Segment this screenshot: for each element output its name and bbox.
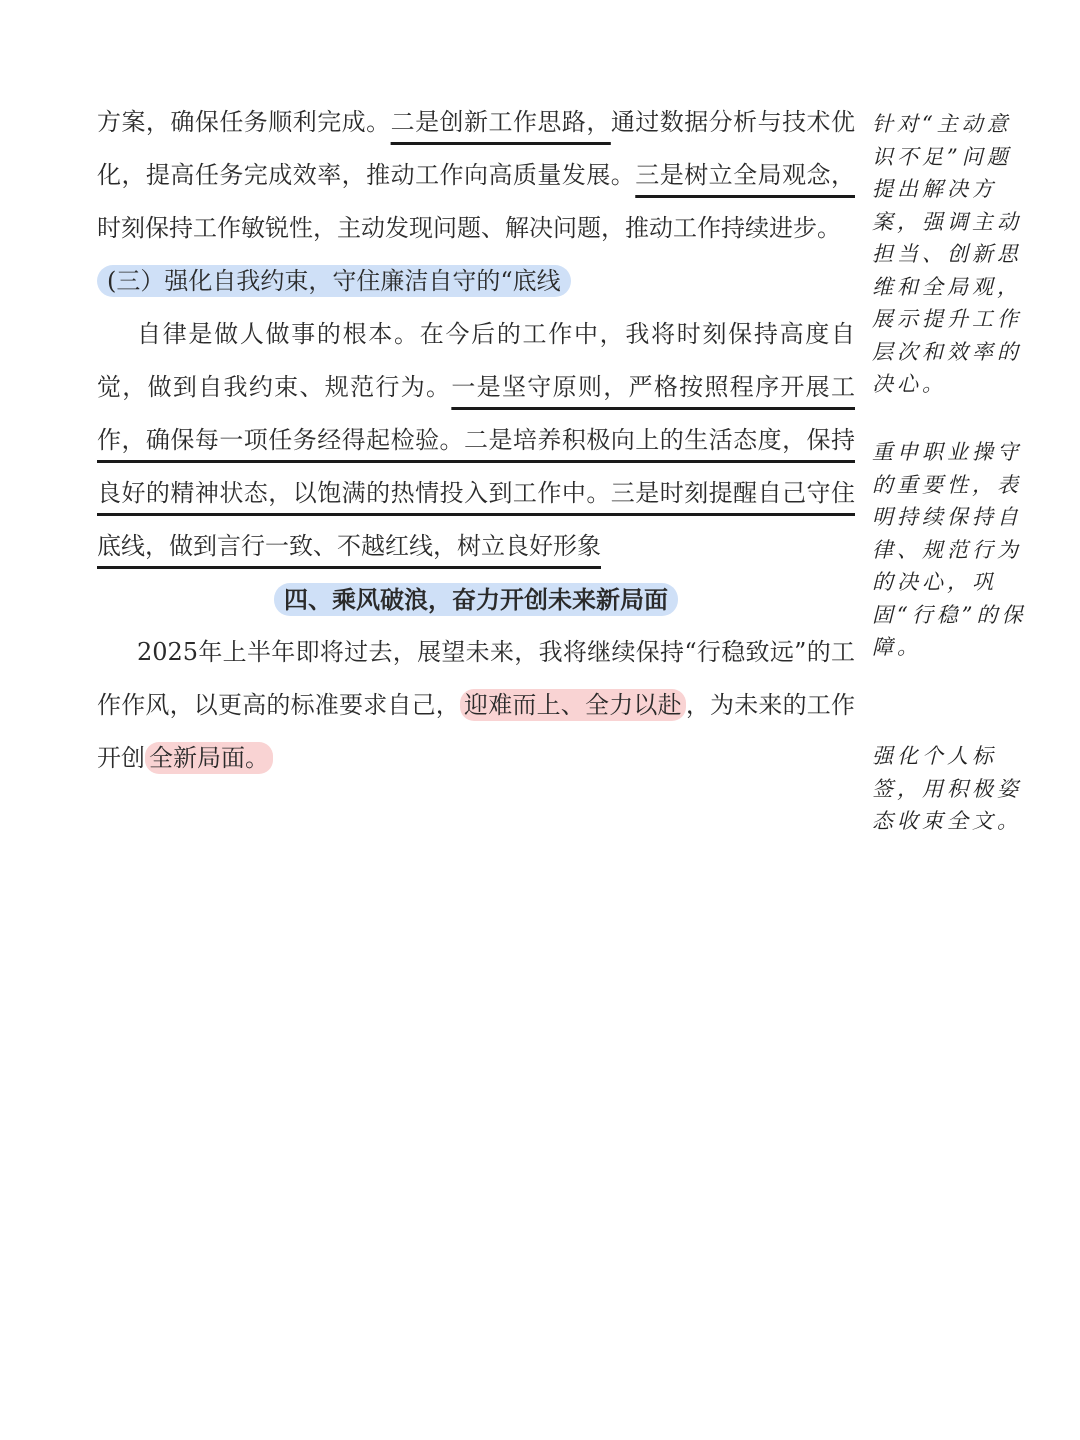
text-segment: ，为未来的工作开创 xyxy=(97,691,856,772)
section-heading-4-text: 四、乘风破浪，奋力开创未来新局面 xyxy=(274,583,678,616)
text-segment: 时刻保持工作敏锐性，主动发现问题、解决问题，推动工作持续进步。 xyxy=(97,214,841,242)
section-heading-3-text: (三）强化自我约束，守住廉洁自守的“底线 xyxy=(97,265,571,297)
paragraph-3 xyxy=(97,626,855,785)
highlighted-text: 全新局面。 xyxy=(145,742,273,774)
text-segment: 2025年上半年即将过去，展望未来，我将继续保持“行稳致远”的工作作风，以更高的标准要求自己， xyxy=(97,638,855,719)
text-segment: 方案，确保任务顺利完成。 xyxy=(97,108,391,136)
margin-note-1: 针对“主动意识不足”问题提出解决方案，强调主动担当、创新思维和全局观，展示提升工作层次和效率的决心。 xyxy=(872,112,1022,396)
paragraph-2 xyxy=(97,308,855,573)
highlighted-text: 迎难而上、全力以赴 xyxy=(460,689,686,721)
text-segment: 自律是做人做事的根本。在今后的工作中，我将时刻保持高度自觉，做到自我约束、规范行为。 xyxy=(97,320,855,401)
document-body xyxy=(97,96,855,785)
section-heading-4 xyxy=(97,573,855,626)
underlined-text: 三是树立全局观念， xyxy=(635,161,855,189)
underlined-text: 一是坚守原则，严格按照程序开展工作，确保每一项任务经得起检验。二是培养积极向上的生活态度，保持良好的精神状态，以饱满的热情投入到工作中。三是时刻提醒自己守住底线，做到言行一致、不越红线，树立良好形象 xyxy=(97,373,855,560)
paragraph-1 xyxy=(97,96,855,255)
text-segment: 通过数据分析与技术优化，提高任务完成效率，推动工作向高质量发展。 xyxy=(97,108,856,189)
section-heading-3 xyxy=(97,255,855,308)
margin-note-2: 重申职业操守的重要性，表明持续保持自律、规范行为的决心，巩固“行稳”的保障。 xyxy=(872,440,1027,659)
margin-note-3: 强化个人标签，用积极姿态收束全文。 xyxy=(872,744,1022,833)
underlined-text: 二是创新工作思路， xyxy=(390,108,611,136)
